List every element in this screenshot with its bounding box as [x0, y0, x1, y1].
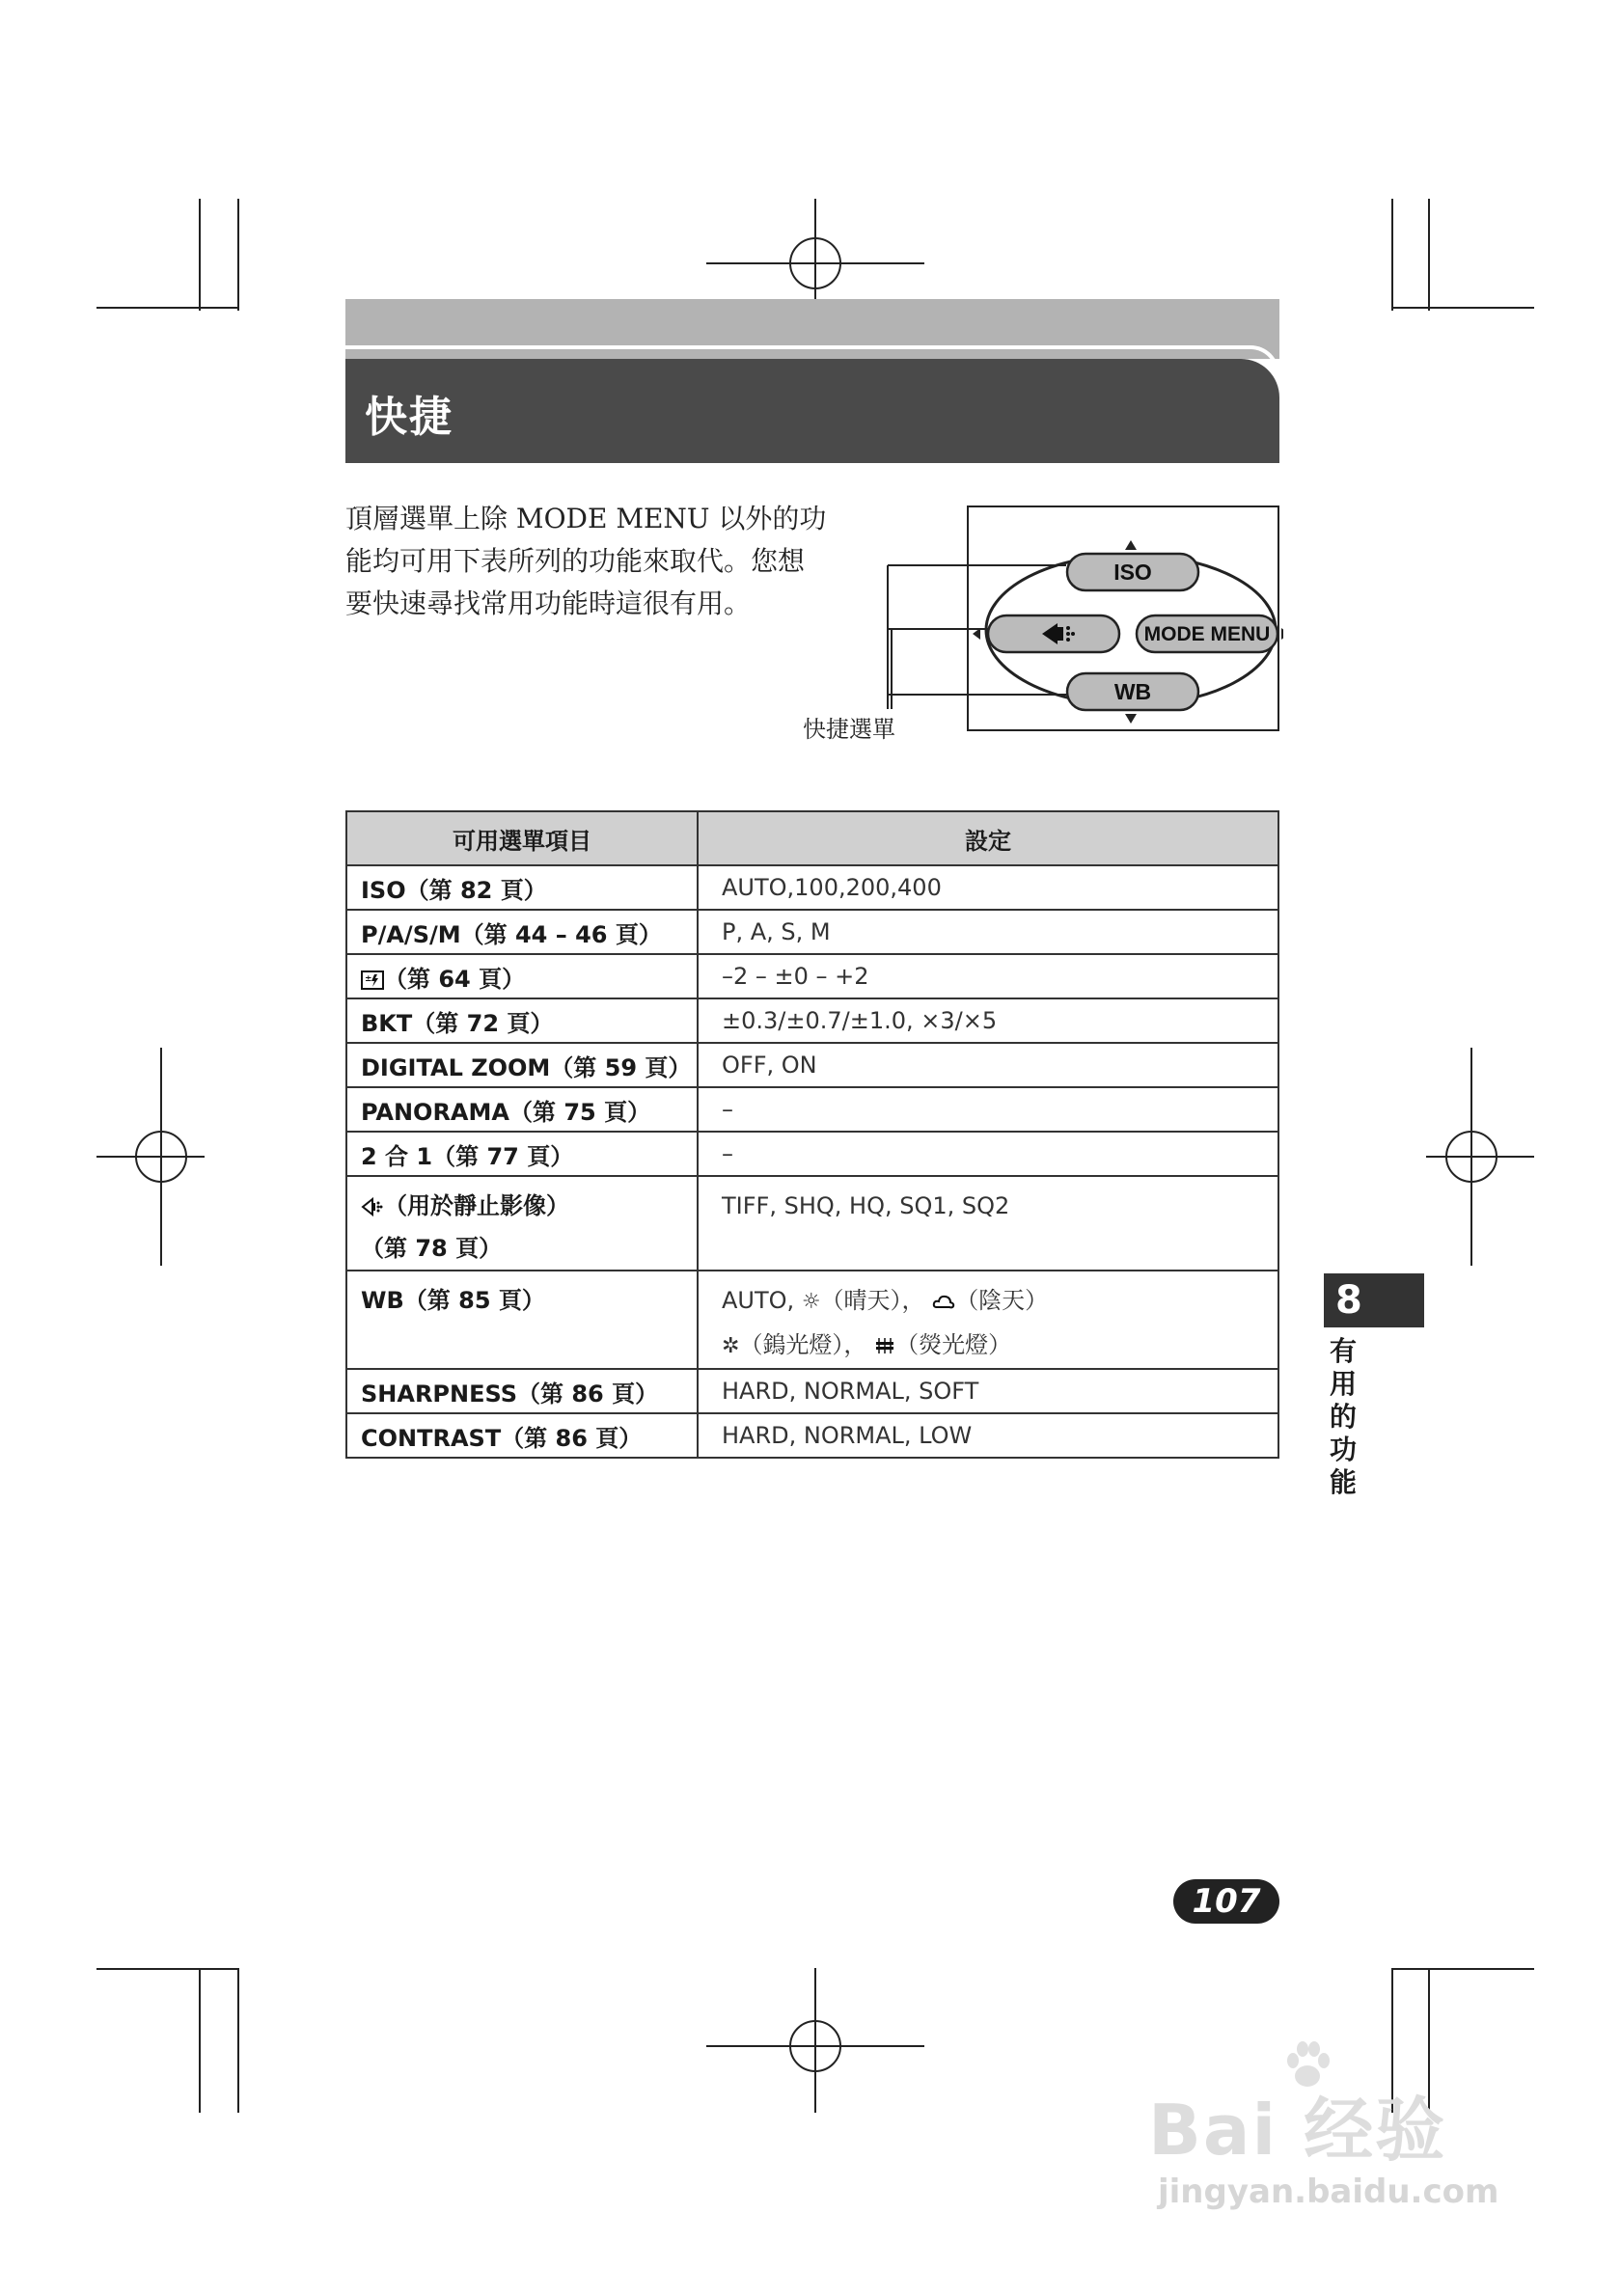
row-item: WB（第 85 頁） — [346, 1271, 698, 1369]
row-setting: HARD, NORMAL, SOFT — [698, 1369, 1278, 1413]
table-row — [346, 1087, 1278, 1132]
wb-button-label: WB — [1113, 679, 1152, 704]
chapter-title — [1324, 1335, 1362, 1499]
title-band — [345, 359, 1279, 463]
row-setting: – — [698, 1132, 1278, 1176]
row-item-cell — [346, 954, 698, 998]
diagram-frame — [967, 506, 1279, 731]
row-item: （用於靜止影像） — [384, 1192, 569, 1219]
table-header-setting: 設定 — [698, 811, 1278, 865]
chapter-title-char: 功 — [1329, 1434, 1357, 1465]
image-quality-icon — [361, 1197, 384, 1216]
settings-table — [345, 810, 1279, 1459]
row-item: BKT（第 72 頁） — [346, 998, 698, 1043]
table-row — [346, 954, 1278, 998]
row-setting: （陰天） — [955, 1287, 1049, 1314]
table-row — [346, 1271, 1278, 1369]
chapter-number: 8 — [1335, 1278, 1362, 1323]
row-setting: OFF, ON — [698, 1043, 1278, 1087]
row-setting: HARD, NORMAL, LOW — [698, 1413, 1278, 1458]
table-row — [346, 1176, 1278, 1271]
row-setting: ±0.3/±0.7/±1.0, ×3/×5 — [698, 998, 1278, 1043]
chapter-title-char: 能 — [1329, 1466, 1357, 1498]
row-setting: （熒光燈） — [895, 1331, 1012, 1358]
table-row — [346, 910, 1278, 954]
table-header-item: 可用選單項目 — [346, 811, 698, 865]
row-setting: – — [698, 1087, 1278, 1132]
page-number: 107 — [1192, 1882, 1261, 1921]
row-item: SHARPNESS（第 86 頁） — [346, 1369, 698, 1413]
watermark-url: jingyan.baidu.com — [1158, 2173, 1499, 2211]
watermark-logo: Bai 经验 — [1148, 2090, 1447, 2171]
sunny-icon: ☼ — [801, 1290, 821, 1314]
intro-paragraph: 頂層選單上除 MODE MENU 以外的功能均可用下表所列的功能來取代。您想要快速尋找常用功能時這很有用。 — [345, 503, 827, 619]
table-row — [346, 1369, 1278, 1413]
page-title: 快捷 — [365, 393, 453, 442]
iso-button-label: ISO — [1113, 560, 1152, 585]
row-item-line2: （第 78 頁） — [361, 1235, 503, 1262]
row-setting: TIFF, SHQ, HQ, SQ1, SQ2 — [698, 1176, 1278, 1271]
table-row — [346, 1043, 1278, 1087]
row-setting: （晴天）， — [820, 1287, 925, 1314]
title-band-curve — [345, 345, 1279, 374]
chapter-title-char: 的 — [1329, 1401, 1357, 1433]
row-item: ISO（第 82 頁） — [346, 865, 698, 910]
row-item: 2 合 1（第 77 頁） — [346, 1132, 698, 1176]
row-setting: –2 – ±0 – +2 — [698, 954, 1278, 998]
row-setting: P, A, S, M — [698, 910, 1278, 954]
row-item: DIGITAL ZOOM（第 59 頁） — [346, 1043, 698, 1087]
tungsten-icon: ✲ — [722, 1334, 740, 1358]
chapter-title-char: 有 — [1329, 1335, 1357, 1367]
chapter-title-char: 用 — [1329, 1368, 1357, 1400]
row-item: PANORAMA（第 75 頁） — [346, 1087, 698, 1132]
row-setting: AUTO,100,200,400 — [698, 865, 1278, 910]
table-row — [346, 1132, 1278, 1176]
row-item-cell — [346, 1176, 698, 1271]
row-setting: AUTO, — [722, 1287, 795, 1314]
row-item: （第 64 頁） — [384, 965, 526, 993]
shortcut-menu-label: 快捷選單 — [803, 716, 895, 743]
table-header-row — [346, 811, 1278, 865]
row-setting: （鎢光燈）， — [739, 1331, 867, 1358]
cloudy-icon — [932, 1293, 955, 1310]
svg-text:±: ± — [365, 973, 372, 984]
row-setting-cell — [698, 1271, 1278, 1369]
table-row — [346, 1413, 1278, 1458]
table-row — [346, 865, 1278, 910]
row-item: P/A/S/M（第 44 – 46 頁） — [346, 910, 698, 954]
exposure-compensation-icon — [361, 970, 384, 990]
mode-menu-button-label: MODE MENU — [1143, 623, 1271, 645]
table-row — [346, 998, 1278, 1043]
fluorescent-icon — [874, 1337, 895, 1354]
row-item: CONTRAST（第 86 頁） — [346, 1413, 698, 1458]
